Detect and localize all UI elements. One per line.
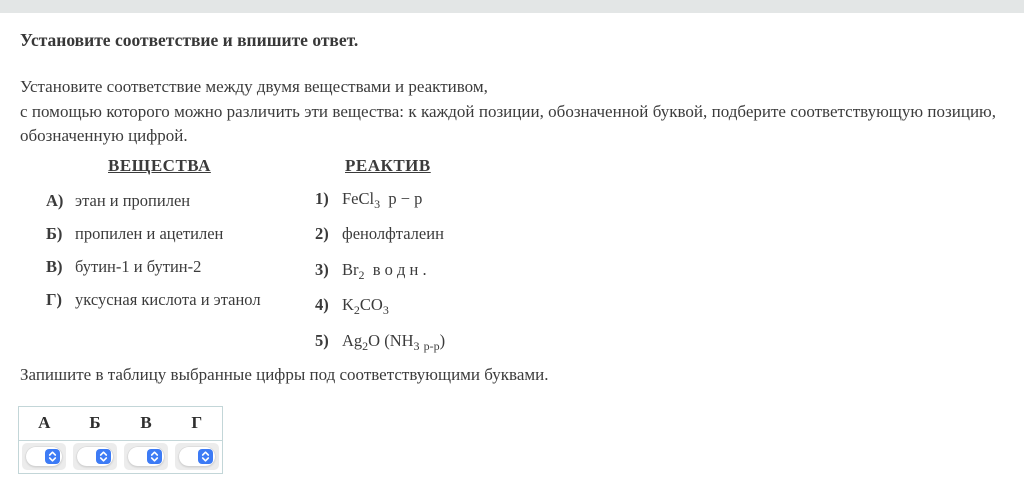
reagent-label-5: 5) bbox=[315, 330, 329, 350]
formula-subscript: 2 bbox=[362, 338, 369, 353]
answer-cell-g bbox=[172, 440, 223, 473]
formula-text: CO bbox=[359, 295, 383, 314]
matching-section bbox=[0, 149, 1024, 363]
top-bar bbox=[0, 0, 1024, 13]
column-header-g: Г bbox=[172, 406, 223, 440]
formula-subscript: 3 bbox=[382, 303, 389, 317]
formula-text: O (NH bbox=[368, 330, 414, 350]
column-header-v: В bbox=[121, 406, 172, 440]
instruction-rest: с помощью которого можно различить эти вещества: к каждой позиции, обозначенной буквой, подберите соответствующую позицию, обозначенную цифрой. bbox=[20, 101, 996, 145]
answer-select-v[interactable] bbox=[124, 443, 168, 470]
answer-cell-a bbox=[19, 440, 70, 473]
substance-label-a: А) bbox=[46, 190, 64, 210]
page-title: Установите соответствие и впишите ответ. bbox=[20, 30, 359, 50]
select-pill bbox=[26, 447, 62, 466]
formula-text: FeCl bbox=[342, 188, 375, 208]
substance-text-g: уксусная кислота и этанол bbox=[75, 289, 261, 309]
formula-text: K bbox=[342, 295, 354, 314]
formula-subscript: 3 bbox=[413, 338, 420, 353]
select-pill bbox=[77, 447, 113, 466]
reagent-label-2: 2) bbox=[315, 224, 329, 243]
answer-select-a[interactable] bbox=[22, 443, 66, 470]
answer-cell-v bbox=[121, 440, 172, 473]
answer-cell-b bbox=[70, 440, 121, 473]
reagent-label-1: 1) bbox=[315, 188, 329, 208]
answer-table-header-row bbox=[19, 406, 223, 440]
select-pill bbox=[179, 447, 215, 466]
formula-subscript: 2 bbox=[358, 267, 365, 282]
substance-text-a: этан и пропилен bbox=[75, 190, 191, 210]
reagent-formula-4 bbox=[342, 295, 389, 315]
reagent-formula-3 bbox=[342, 260, 427, 280]
reagent-row-5 bbox=[315, 331, 445, 367]
reagent-row-3 bbox=[315, 260, 445, 296]
up-down-chevrons-icon bbox=[96, 449, 111, 464]
instruction-paragraph bbox=[20, 75, 996, 149]
up-down-chevrons-icon bbox=[147, 449, 162, 464]
substance-row-g bbox=[46, 290, 261, 323]
substance-text-v: бутин-1 и бутин-2 bbox=[75, 256, 202, 276]
formula-subscript: р-р bbox=[423, 338, 440, 353]
column-header-b: Б bbox=[70, 406, 121, 440]
substance-row-b bbox=[46, 224, 261, 257]
reagent-formula-1 bbox=[342, 189, 422, 209]
reagents-column-header: РЕАКТИВ bbox=[345, 155, 431, 175]
formula-subscript: 2 bbox=[353, 303, 360, 317]
answer-table-select-row bbox=[19, 440, 223, 473]
answer-table bbox=[18, 406, 223, 474]
instruction-line1: Установите соответствие между двумя веществами и реактивом, bbox=[20, 77, 488, 96]
formula-text: Br bbox=[342, 259, 359, 279]
substance-row-v bbox=[46, 257, 261, 290]
up-down-chevrons-icon bbox=[198, 449, 213, 464]
select-pill bbox=[128, 447, 164, 466]
formula-text: фенолфталеин bbox=[342, 224, 444, 243]
substance-text-b: пропилен и ацетилен bbox=[75, 223, 224, 243]
reagent-row-4 bbox=[315, 295, 445, 331]
answer-instruction: Запишите в таблицу выбранные цифры под соответствующими буквами. bbox=[20, 364, 549, 384]
reagent-row-2 bbox=[315, 224, 445, 260]
formula-text: Ag bbox=[342, 330, 363, 350]
up-down-chevrons-icon bbox=[45, 449, 60, 464]
substances-column-header: ВЕЩЕСТВА bbox=[108, 155, 211, 175]
formula-text: в о д н . bbox=[364, 259, 427, 279]
answer-select-g[interactable] bbox=[175, 443, 219, 470]
column-header-a: А bbox=[19, 406, 70, 440]
substances-list bbox=[46, 191, 261, 323]
formula-text: р − р bbox=[380, 188, 423, 208]
formula-subscript: 3 bbox=[374, 196, 381, 211]
substance-label-g: Г) bbox=[46, 289, 62, 309]
reagent-label-4: 4) bbox=[315, 295, 329, 314]
reagent-formula-2 bbox=[342, 224, 444, 244]
substance-label-v: В) bbox=[46, 256, 63, 276]
formula-text: ) bbox=[439, 330, 446, 350]
substance-row-a bbox=[46, 191, 261, 224]
reagent-row-1 bbox=[315, 189, 445, 225]
reagent-formula-5 bbox=[342, 331, 445, 351]
reagent-label-3: 3) bbox=[315, 259, 329, 279]
reagents-list bbox=[315, 189, 445, 367]
substance-label-b: Б) bbox=[46, 223, 63, 243]
answer-select-b[interactable] bbox=[73, 443, 117, 470]
